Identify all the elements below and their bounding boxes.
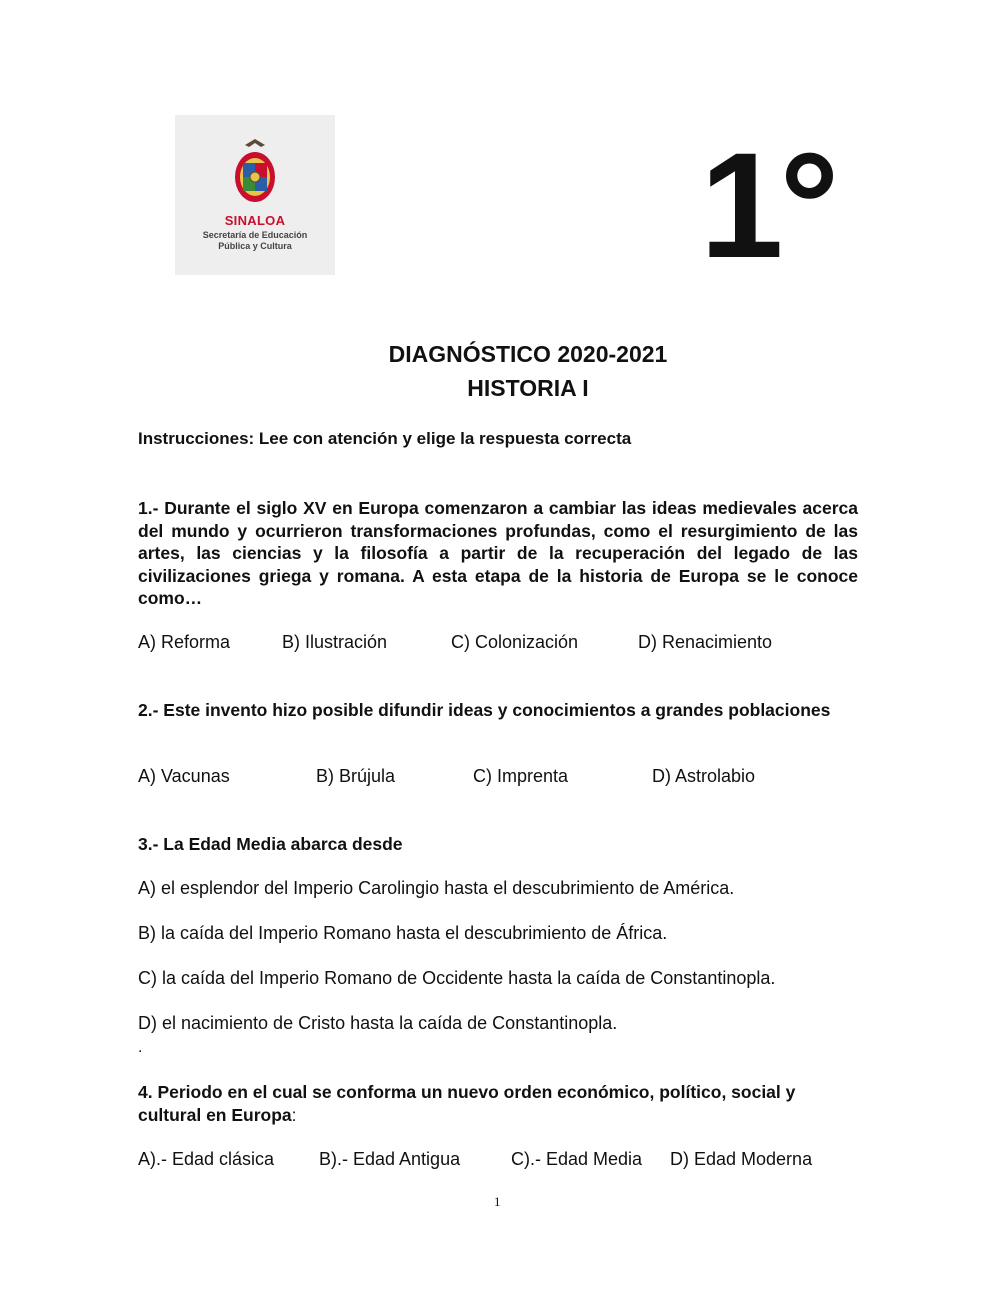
q4-option-b[interactable]: B).- Edad Antigua <box>319 1149 461 1169</box>
q1-option-a[interactable]: A) Reforma <box>138 632 231 652</box>
question-4-colon: : <box>291 1104 297 1125</box>
q1-option-d[interactable]: D) Renacimiento <box>638 632 773 652</box>
coat-of-arms-icon <box>223 137 287 207</box>
q4-option-d[interactable]: D) Edad Moderna <box>670 1149 813 1169</box>
stray-dot: . <box>138 1039 143 1056</box>
q2-option-a[interactable]: A) Vacunas <box>138 766 230 786</box>
subject-title: HISTORIA I <box>467 375 589 401</box>
instructions: Instrucciones: Lee con atención y elige la respuesta correcta <box>138 429 632 448</box>
q3-option-b[interactable]: B) la caída del Imperio Romano hasta el descubrimiento de África. <box>138 923 668 943</box>
logo-name: SINALOA <box>224 213 286 228</box>
q4-option-c[interactable]: C).- Edad Media <box>511 1149 643 1169</box>
question-4-body: 4. Periodo en el cual se conforma un nuevo orden económico, político, social y cultural en Europa <box>138 1082 796 1125</box>
grade-number: 1° <box>700 121 836 289</box>
q2-option-b[interactable]: B) Brújula <box>316 766 396 786</box>
q4-option-a[interactable]: A).- Edad clásica <box>138 1149 275 1169</box>
logo-subtitle-1: Secretaría de Educación <box>202 230 308 240</box>
q1-option-c[interactable]: C) Colonización <box>451 632 579 652</box>
question-2-text: 2.- Este invento hizo posible difundir ideas y conocimientos a grandes poblaciones <box>138 700 831 720</box>
question-4-text <box>138 1081 858 1126</box>
q3-option-c[interactable]: C) la caída del Imperio Romano de Occidente hasta la caída de Constantinopla. <box>138 968 776 988</box>
logo-subtitle-2: Pública y Cultura <box>218 241 292 251</box>
q3-option-a[interactable]: A) el esplendor del Imperio Carolingio hasta el descubrimiento de América. <box>138 878 735 898</box>
q2-option-d[interactable]: D) Astrolabio <box>652 766 756 786</box>
q2-option-c[interactable]: C) Imprenta <box>473 766 569 786</box>
q1-option-b[interactable]: B) Ilustración <box>282 632 388 652</box>
q3-option-d[interactable]: D) el nacimiento de Cristo hasta la caída de Constantinopla. <box>138 1013 618 1033</box>
question-3-text: 3.- La Edad Media abarca desde <box>138 834 403 854</box>
sinaloa-logo <box>175 115 335 275</box>
page-number: 1 <box>494 1194 501 1209</box>
exam-title: DIAGNÓSTICO 2020-2021 <box>388 341 668 367</box>
question-1-text: 1.- Durante el siglo XV en Europa comenzaron a cambiar las ideas medievales acerca del mundo y ocurrieron transformaciones profundas, como el resurgimiento de las artes, las ciencias y la filosofía a partir de la recuperación del legado de las civilizaciones griega y romana. A esta etapa de la historia de Europa se le conoce como… <box>138 498 858 608</box>
